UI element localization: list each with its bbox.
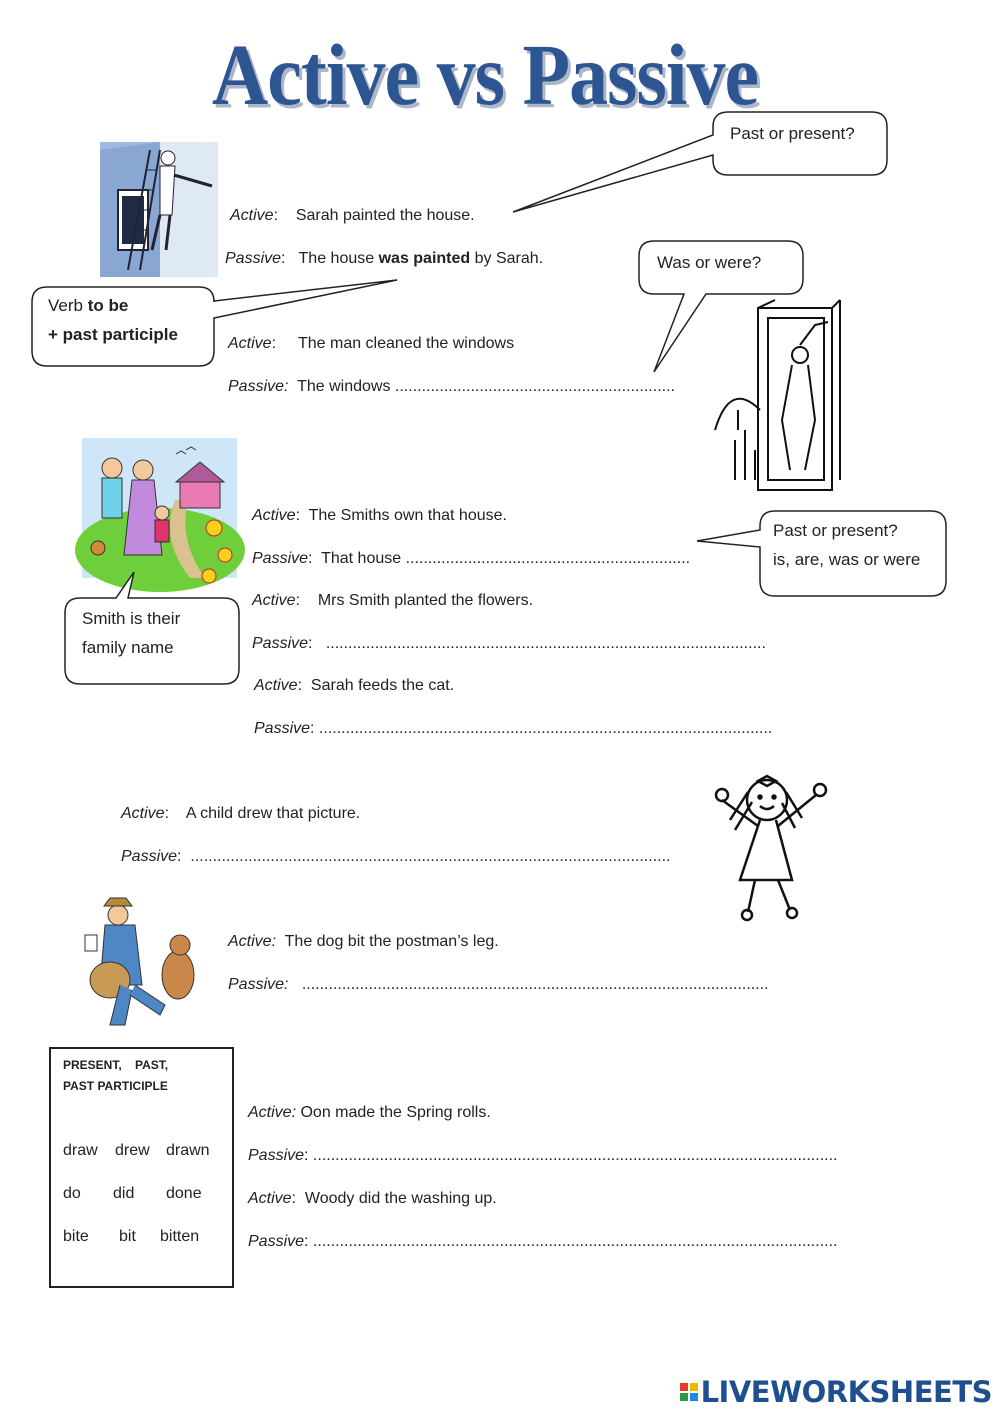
sentence-text: The Smiths own that house.: [308, 507, 507, 524]
passive-label: Passive: [248, 1233, 305, 1250]
bubble-past-present-text: Past or present?: [730, 124, 855, 143]
sentence-2-passive[interactable]: Passive: The windows ...............................................................: [228, 378, 675, 395]
bubble-was-were-text: Was or were?: [657, 253, 762, 272]
verb-forms-box: [49, 1047, 234, 1288]
verb-present: do: [63, 1185, 81, 1202]
bubble-verb-word: Verb: [48, 296, 88, 315]
active-label: Active: [248, 1190, 292, 1207]
active-label: Active: [230, 207, 274, 224]
passive-label: Passive: [225, 250, 282, 267]
bubble-pp2-line1: Past or present?: [773, 521, 898, 540]
passive-label: Passive: [252, 550, 309, 567]
logo-square: [690, 1383, 698, 1391]
sentence-4-passive[interactable]: Passive: ...................................................................................................: [252, 635, 766, 652]
postman-dog-illustration: [85, 898, 194, 1025]
sentence-text: A child drew that picture.: [185, 805, 361, 822]
answer-blank[interactable]: ......................................................................................................................: [312, 1147, 838, 1164]
sentence-9-passive[interactable]: Passive: ......................................................................................................................: [248, 1233, 838, 1250]
painter-illustration: [100, 142, 218, 277]
page-title: Active vs Passive: [211, 25, 759, 124]
sentence-7-active: Active: The dog bit the postman’s leg.: [228, 933, 499, 950]
sentence-text: The house: [298, 250, 379, 267]
sentence-text: Sarah painted the house.: [295, 207, 475, 224]
logo-square: [680, 1383, 688, 1391]
active-label: Active: [252, 507, 296, 524]
sentence-text: The man cleaned the windows: [297, 335, 515, 352]
bubble-past-participle: + past participle: [48, 325, 178, 344]
bubble-smith-text: [82, 604, 180, 662]
passive-label: Passive: [228, 976, 285, 993]
sentence-bold: was painted: [378, 250, 471, 267]
passive-label: Passive: [254, 720, 311, 737]
sentence-1-passive: Passive: The house was painted by Sarah.: [225, 250, 544, 267]
verb-participle: bitten: [160, 1228, 200, 1245]
sentence-text: The dog bit the postman’s leg.: [284, 933, 499, 950]
verb-forms-header: [51, 1049, 232, 1097]
bubble-to-be: to be: [87, 296, 129, 315]
passive-label: Passive: [121, 848, 178, 865]
sentence-6-passive[interactable]: Passive: ............................................................................................................: [121, 848, 671, 865]
active-label: Active: [248, 1104, 292, 1121]
active-label: Active: [254, 677, 298, 694]
sentence-1-active: Active: Sarah painted the house.: [230, 207, 475, 224]
verb-past: drew: [115, 1142, 150, 1159]
sentence-text: Sarah feeds the cat.: [310, 677, 455, 694]
sentence-text: Mrs Smith planted the flowers.: [317, 592, 534, 609]
window-washer-illustration: [715, 300, 840, 490]
passive-label: Passive: [252, 635, 309, 652]
sentence-text: Woody did the washing up.: [304, 1190, 497, 1207]
logo-mark-icon: [680, 1383, 698, 1401]
verb-participle: drawn: [166, 1142, 210, 1159]
sentence-7-passive[interactable]: Passive: .........................................................................................................: [228, 976, 769, 993]
bubble-pp2-text: [773, 516, 920, 574]
logo-square: [690, 1393, 698, 1401]
sentence-3-active: Active: The Smiths own that house.: [252, 507, 507, 524]
sentence-9-active: Active: Woody did the washing up.: [248, 1190, 497, 1207]
answer-blank[interactable]: ............................................................................................................: [190, 848, 671, 865]
logo-square: [680, 1393, 688, 1401]
bubble-pp2-line2: is, are, was or were: [773, 550, 921, 569]
sentence-2-active: Active: The man cleaned the windows: [228, 335, 515, 352]
girl-drawing-illustration: [716, 776, 826, 920]
verb-present: draw: [63, 1142, 98, 1159]
active-label: Active: [252, 592, 296, 609]
sentence-text: Oon made the Spring rolls.: [300, 1104, 491, 1121]
sentence-8-passive[interactable]: Passive: ......................................................................................................................: [248, 1147, 838, 1164]
answer-blank[interactable]: The windows ...............................................................: [297, 378, 675, 395]
sentence-8-active: Active: Oon made the Spring rolls.: [248, 1104, 491, 1121]
verb-present: bite: [63, 1228, 89, 1245]
bubble-smith-line2: family name: [82, 638, 174, 657]
verb-past: bit: [119, 1228, 136, 1245]
family-illustration: [75, 438, 245, 592]
active-label: Active: [121, 805, 165, 822]
verb-participle: done: [166, 1185, 202, 1202]
sentence-text: by Sarah.: [470, 250, 544, 267]
bubble-smith-line1: Smith is their: [82, 609, 181, 628]
verb-forms-header-line1: PRESENT, PAST,: [63, 1058, 169, 1072]
passive-label: Passive: [248, 1147, 305, 1164]
sentence-4-active: Active: Mrs Smith planted the flowers.: [252, 592, 534, 609]
answer-blank[interactable]: That house ................................................................: [321, 550, 691, 567]
verb-forms-header-line2: PAST PARTICIPLE: [63, 1079, 168, 1093]
active-label: Active: [228, 335, 272, 352]
sentence-5-active: Active: Sarah feeds the cat.: [254, 677, 455, 694]
logo-text: LIVEWORKSHEETS: [700, 1375, 992, 1409]
answer-blank[interactable]: ......................................................................................................: [318, 720, 773, 737]
sentence-3-passive[interactable]: Passive: That house ................................................................: [252, 550, 691, 567]
verb-past: did: [113, 1185, 135, 1202]
answer-blank[interactable]: ...................................................................................................: [325, 635, 766, 652]
answer-blank[interactable]: .........................................................................................................: [301, 976, 769, 993]
bubble-verb-text: [48, 291, 178, 349]
sentence-6-active: Active: A child drew that picture.: [121, 805, 361, 822]
answer-blank[interactable]: ......................................................................................................................: [312, 1233, 838, 1250]
passive-label: Passive: [228, 378, 285, 395]
liveworksheets-logo: [680, 1375, 992, 1409]
active-label: Active: [228, 933, 272, 950]
sentence-5-passive[interactable]: Passive: ......................................................................................................: [254, 720, 773, 737]
